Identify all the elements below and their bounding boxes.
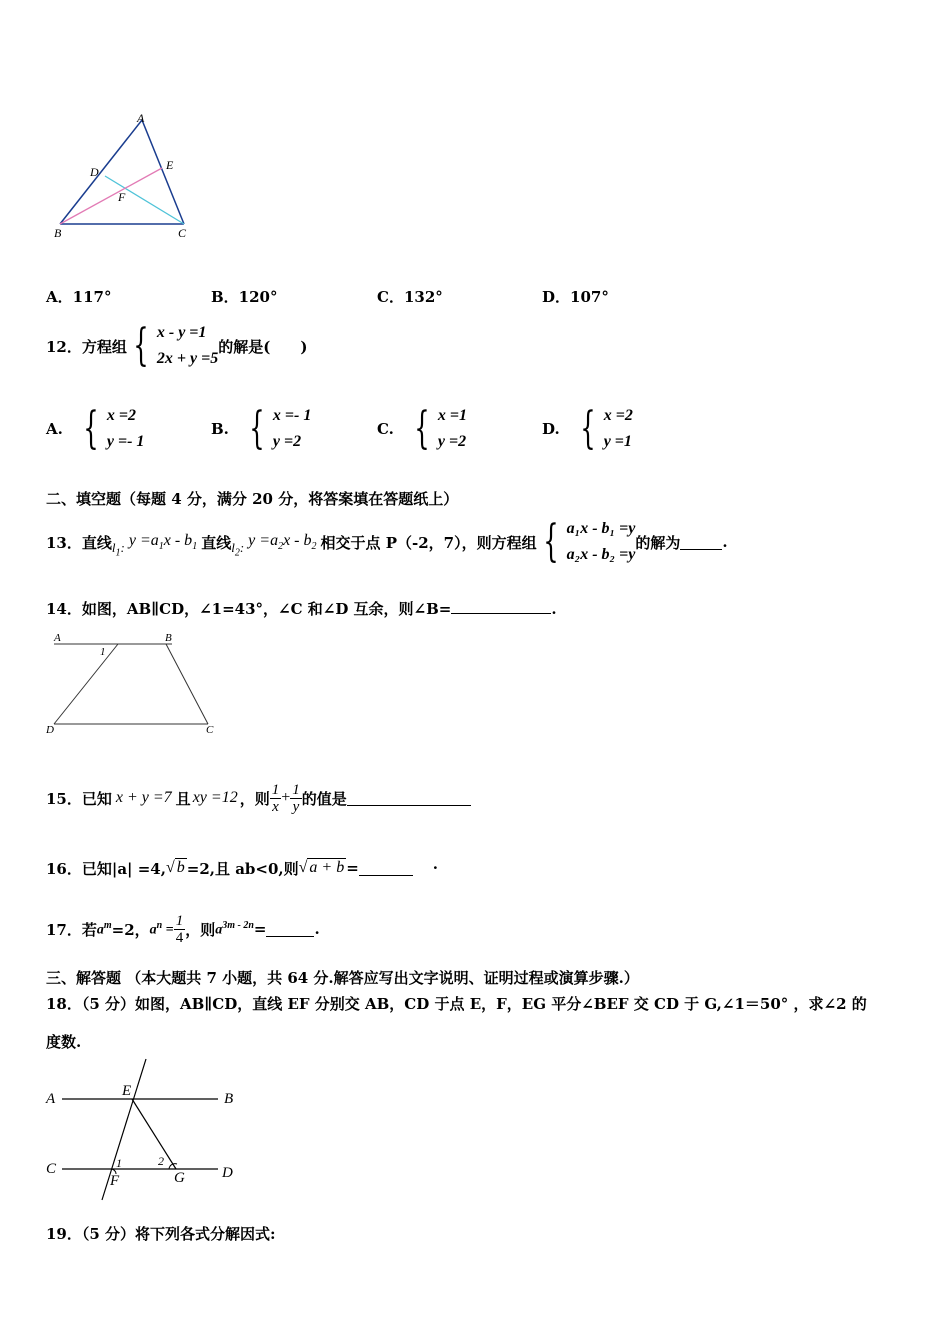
q18-line2: 度数.	[46, 1033, 82, 1051]
q12-option-b: B. { x =- 1 y =2	[211, 403, 312, 454]
q18-line1: 18．（5 分）如图，AB∥CD，直线 EF 分别交 AB，CD 于点 E，F，EG 平分∠BEF 交 CD 于 G,∠1＝50° ，求∠2 的	[46, 995, 867, 1013]
q12-option-c: C. { x =1 y =2	[377, 403, 468, 454]
trapezoid-figure	[46, 628, 226, 743]
svg-text:A: A	[46, 1091, 56, 1107]
svg-text:B: B	[224, 1091, 234, 1107]
label-E: E	[166, 158, 174, 172]
q19-question: 19．（5 分）将下列各式分解因式:	[46, 1225, 276, 1243]
q15-answer-blank[interactable]	[347, 791, 471, 806]
svg-text:F: F	[110, 1173, 120, 1189]
parallel-lines-figure	[40, 1055, 250, 1205]
q12-eq1: x - y =1	[156, 324, 207, 341]
q12-system: { x - y =1 2x + y =5	[133, 320, 219, 371]
triangle-figure	[50, 110, 200, 245]
svg-text:2: 2	[158, 1154, 164, 1168]
q11-option-b: B．120°	[211, 288, 278, 306]
label-D: D	[90, 165, 99, 179]
svg-text:B: B	[165, 632, 172, 644]
section-3-heading: 三、解答题 （本大题共 7 小题，共 64 分.解答应写出文字说明、证明过程或演算步骤.）	[46, 969, 639, 987]
svg-text:G: G	[174, 1170, 185, 1186]
q12-option-d: D. { x =2 y =1	[542, 403, 633, 454]
q12-suffix: 的解是( )	[218, 337, 308, 356]
q17-question: 17．若 $a^m$ =2， $a^n$ = $\frac{1}{4}$ ，则 $a^{3m - 2n}$ = .	[46, 912, 320, 946]
section-2-heading: 二、填空题（每题 4 分，满分 20 分，将答案填在答题纸上）	[46, 490, 459, 508]
svg-text:1: 1	[116, 1156, 122, 1170]
q12-option-a: A. { x =2 y =- 1	[46, 403, 145, 454]
svg-text:E: E	[122, 1083, 132, 1099]
label-C: C	[178, 226, 187, 240]
q12-eq2: 2x + y =5	[156, 350, 219, 367]
q13-question: 13．直线 $l_1$: $y =a_1x - b_1$ 直线 $l_2$: $y =a_2x - b_2$ 相交于点 P（-2，7），则方程组 { a₁x - b₁ =y a₂x - b₂ =y 的解为 .	[46, 516, 728, 567]
q11-option-a: A．117°	[46, 288, 112, 306]
svg-text:A: A	[54, 632, 61, 644]
label-F: F	[118, 190, 126, 204]
label-B: B	[54, 226, 62, 240]
q12-question	[46, 318, 307, 374]
svg-text:C: C	[206, 724, 214, 736]
q16-question: 16．已知|a| =4, √ b =2,且 ab<0,则 √ a + b = ·	[46, 859, 439, 878]
q16-answer-blank[interactable]	[359, 861, 413, 876]
label-A: A	[137, 111, 145, 125]
q17-answer-blank[interactable]	[266, 922, 314, 937]
svg-text:1: 1	[100, 646, 106, 658]
svg-text:C: C	[46, 1161, 57, 1177]
svg-text:D: D	[46, 724, 54, 736]
q14-answer-blank[interactable]	[451, 599, 551, 614]
q13-answer-blank[interactable]	[680, 535, 722, 550]
svg-text:D: D	[222, 1165, 233, 1181]
q11-option-c: C．132°	[377, 288, 443, 306]
q14-question: 14．如图，AB∥CD，∠1=43°，∠C 和∠D 互余，则∠B= .	[46, 600, 557, 618]
q12-number: 12．方程组	[46, 337, 127, 356]
q11-option-d: D．107°	[542, 288, 609, 306]
q15-question: 15．已知 x + y =7 且 xy =12 ，则 $\frac{1}{x}$ + $\frac{1}{y}$ 的值是	[46, 768, 471, 828]
